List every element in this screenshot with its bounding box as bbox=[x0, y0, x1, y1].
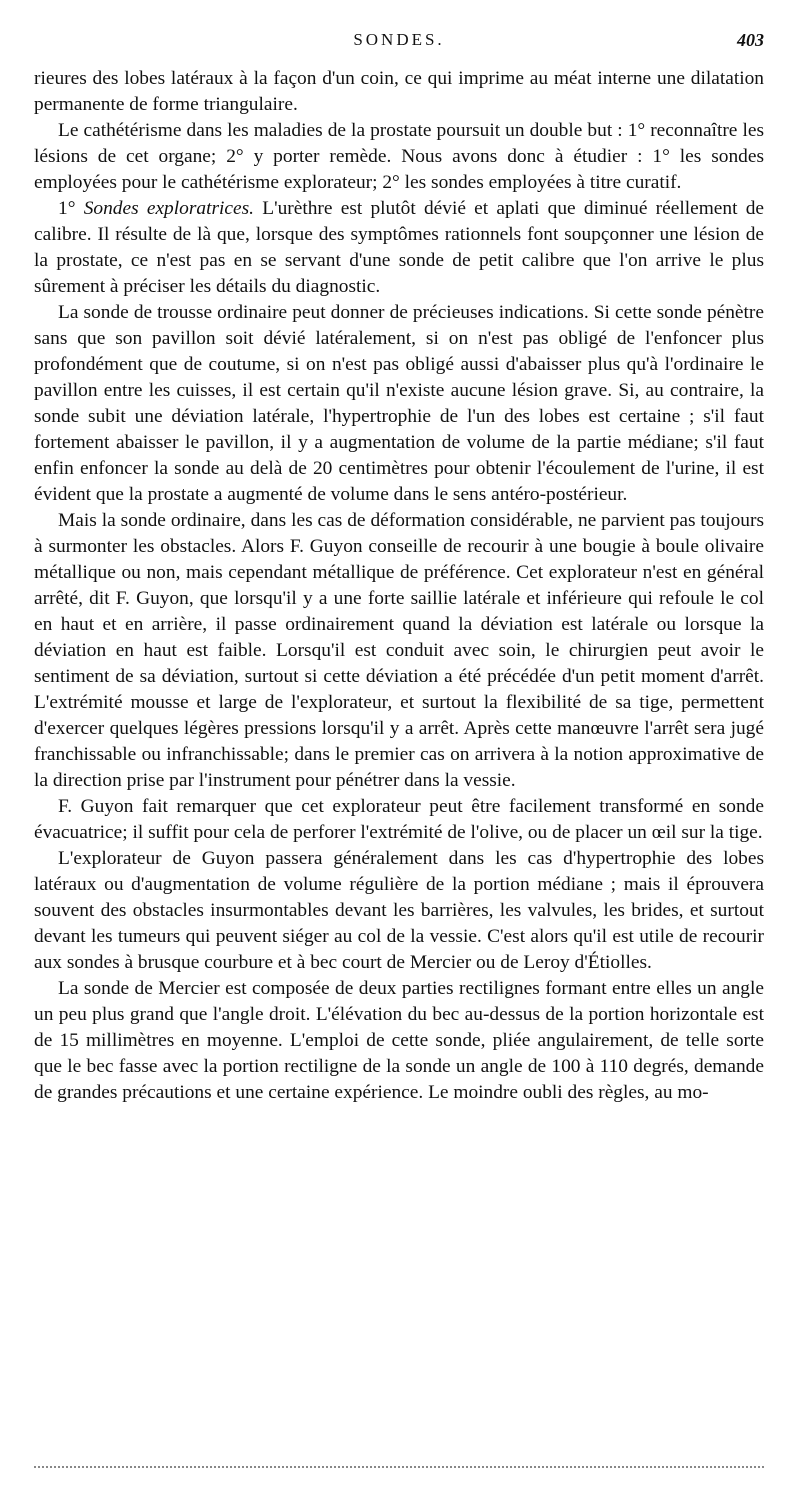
page-header bbox=[34, 30, 764, 58]
paragraph: F. Guyon fait remarquer que cet explorateur peut être facilement transformé en sonde évacuatrice; il suffit pour cela de perforer l'extrémité de l'olive, ou de placer un œil sur la tige. bbox=[34, 796, 764, 843]
running-title: SONDES. bbox=[353, 30, 445, 49]
body-text bbox=[34, 66, 764, 1106]
section-text: L'urèthre est plutôt dévié et aplati que diminué réellement de calibre. Il résulte de là que, lorsque des symptômes rationnels font soupçonner une lésion de la prostate, ce n'est pas en se servant d'une sonde de petit calibre que l'on arrive le plus sûrement à préciser les détails du diagnostic. bbox=[34, 198, 765, 297]
paragraph-continuation: rieures des lobes latéraux à la façon d'un coin, ce qui imprime au méat interne une dilatation permanente de forme triangulaire. bbox=[34, 68, 764, 115]
paragraph: La sonde de Mercier est composée de deux parties rectilignes formant entre elles un angle un peu plus grand que l'angle droit. L'élévation du bec au-dessus de la portion horizontale est de 15 millimètres en moyenne. L'emploi de cette sonde, pliée angulairement, de telle sorte que le bec fasse avec la portion rectiligne de la sonde un angle de 100 à 110 degrés, demande de grandes précautions et une certaine expérience. Le moindre oubli des règles, au mo- bbox=[34, 978, 764, 1103]
section-paragraph bbox=[34, 196, 764, 300]
book-page bbox=[34, 30, 764, 1106]
page-number: 403 bbox=[737, 30, 764, 50]
paragraph: L'explorateur de Guyon passera généralement dans les cas d'hypertrophie des lobes latéraux ou d'augmentation de volume régulière de la portion médiane ; mais il éprouvera souvent des obstacles insurmontables devant les barrières, les valvules, les brides, et surtout devant les tumeurs qui peuvent siéger au col de la vessie. C'est alors qu'il est utile de recourir aux sondes à brusque courbure et à bec court de Mercier ou de Leroy d'Étiolles. bbox=[34, 848, 764, 973]
paragraph: Mais la sonde ordinaire, dans les cas de déformation considérable, ne parvient pas toujours à surmonter les obstacles. Alors F. Guyon conseille de recourir à une bougie à boule olivaire métallique ou non, mais cependant métallique de préférence. Cet explorateur n'est en général arrêté, dit F. Guyon, que lorsqu'il y a une forte saillie latérale et inférieure qui refoule le col en haut et en arrière, il passe ordinairement quand la déviation est latérale ou lorsque la déviation en haut est faible. Lorsqu'il est conduit avec soin, le chirurgien peut avoir le sentiment de sa déviation, surtout si cette déviation a été précédée d'un petit moment d'arrêt. L'extrémité mousse et large de l'explorateur, et surtout la flexibilité de sa tige, permettent d'exercer quelques légères pressions lorsqu'il y a arrêt. Après cette manœuvre l'arrêt sera jugé franchissable ou infranchissable; dans le premier cas on arrivera à la notion approximative de la direction prise par l'instrument pour pénétrer dans la vessie. bbox=[34, 510, 764, 791]
section-title: Sondes exploratrices. bbox=[83, 198, 255, 219]
footer-rule bbox=[34, 1466, 764, 1468]
paragraph: Le cathétérisme dans les maladies de la prostate poursuit un double but : 1° reconnaître les lésions de cet organe; 2° y porter remède. Nous avons donc à étudier : 1° les sondes employées pour le cathétérisme explorateur; 2° les sondes employées à titre curatif. bbox=[34, 120, 764, 193]
paragraph: La sonde de trousse ordinaire peut donner de précieuses indications. Si cette sonde pénètre sans que son pavillon soit dévié latéralement, si on n'est pas obligé de l'enfoncer plus profondément que de coutume, si on n'est pas obligé aussi d'abaisser plus qu'à l'ordinaire le pavillon entre les cuisses, il est certain qu'il n'existe aucune lésion grave. Si, au contraire, la sonde subit une déviation latérale, l'hypertrophie de l'un des lobes est certaine ; s'il faut fortement abaisser le pavillon, il y a augmentation de volume de la partie médiane; s'il faut enfin enfoncer la sonde au delà de 20 centimètres pour obtenir l'écoulement de l'urine, il est évident que la prostate a augmenté de volume dans le sens antéro-postérieur. bbox=[34, 302, 764, 505]
section-number: 1° bbox=[58, 198, 76, 219]
